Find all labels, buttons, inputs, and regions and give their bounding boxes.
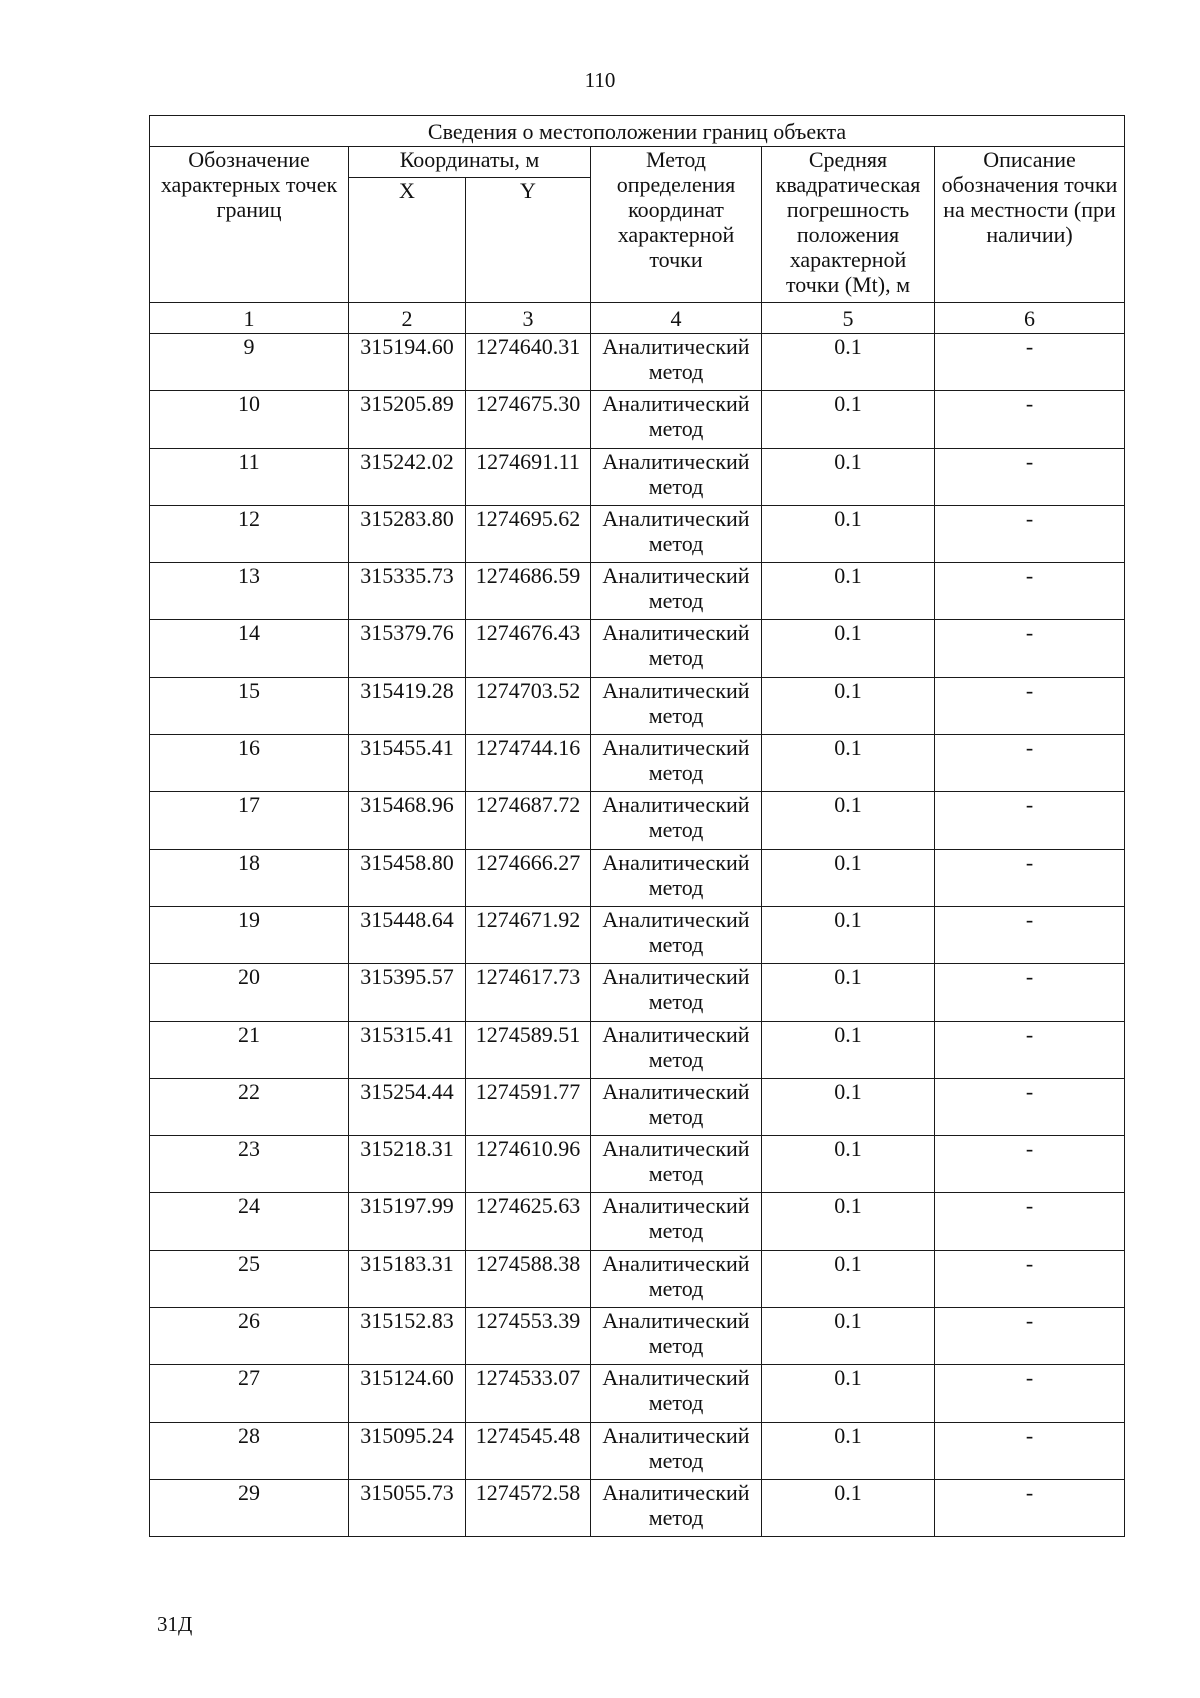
point-cell: 17 [150,792,349,849]
description-cell: - [935,334,1125,391]
x-cell: 315455.41 [349,735,466,792]
method-cell: Аналитический метод [591,964,762,1021]
x-cell: 315152.83 [349,1308,466,1365]
boundary-coordinates-table [149,115,1125,1537]
description-cell: - [935,448,1125,505]
x-cell: 315395.57 [349,964,466,1021]
y-cell: 1274553.39 [466,1308,591,1365]
table-row [150,1422,1125,1479]
description-cell: - [935,1250,1125,1307]
method-cell: Аналитический метод [591,1365,762,1422]
table-row [150,1136,1125,1193]
y-cell: 1274589.51 [466,1021,591,1078]
column-number: 3 [466,303,591,334]
header-description: Описание обозначения точки на местности (при наличии) [935,147,1125,303]
method-cell: Аналитический метод [591,906,762,963]
y-cell: 1274695.62 [466,505,591,562]
column-number: 6 [935,303,1125,334]
x-cell: 315283.80 [349,505,466,562]
error-cell: 0.1 [762,505,935,562]
description-cell: - [935,735,1125,792]
error-cell: 0.1 [762,1422,935,1479]
point-cell: 28 [150,1422,349,1479]
point-cell: 11 [150,448,349,505]
description-cell: - [935,620,1125,677]
x-cell: 315419.28 [349,677,466,734]
method-cell: Аналитический метод [591,391,762,448]
error-cell: 0.1 [762,1250,935,1307]
description-cell: - [935,849,1125,906]
point-cell: 14 [150,620,349,677]
method-cell: Аналитический метод [591,448,762,505]
table-row [150,334,1125,391]
description-cell: - [935,563,1125,620]
table-row [150,1365,1125,1422]
description-cell: - [935,1479,1125,1536]
y-cell: 1274675.30 [466,391,591,448]
table-row [150,1193,1125,1250]
method-cell: Аналитический метод [591,735,762,792]
description-cell: - [935,1193,1125,1250]
table-row [150,505,1125,562]
x-cell: 315379.76 [349,620,466,677]
x-cell: 315335.73 [349,563,466,620]
x-cell: 315124.60 [349,1365,466,1422]
error-cell: 0.1 [762,1136,935,1193]
error-cell: 0.1 [762,677,935,734]
y-cell: 1274625.63 [466,1193,591,1250]
method-cell: Аналитический метод [591,1479,762,1536]
error-cell: 0.1 [762,334,935,391]
table-row [150,1250,1125,1307]
table-row [150,1078,1125,1135]
method-cell: Аналитический метод [591,620,762,677]
point-cell: 13 [150,563,349,620]
error-cell: 0.1 [762,735,935,792]
y-cell: 1274545.48 [466,1422,591,1479]
table-title: Сведения о местоположении границ объекта [150,116,1125,147]
point-cell: 15 [150,677,349,734]
error-cell: 0.1 [762,906,935,963]
description-cell: - [935,677,1125,734]
x-cell: 315448.64 [349,906,466,963]
column-number: 2 [349,303,466,334]
table-row [150,1479,1125,1536]
method-cell: Аналитический метод [591,1308,762,1365]
description-cell: - [935,1308,1125,1365]
method-cell: Аналитический метод [591,792,762,849]
method-cell: Аналитический метод [591,334,762,391]
error-cell: 0.1 [762,1193,935,1250]
description-cell: - [935,792,1125,849]
y-cell: 1274671.92 [466,906,591,963]
description-cell: - [935,906,1125,963]
point-cell: 27 [150,1365,349,1422]
error-cell: 0.1 [762,1021,935,1078]
column-number: 4 [591,303,762,334]
method-cell: Аналитический метод [591,677,762,734]
x-cell: 315194.60 [349,334,466,391]
method-cell: Аналитический метод [591,1193,762,1250]
error-cell: 0.1 [762,1365,935,1422]
point-cell: 18 [150,849,349,906]
error-cell: 0.1 [762,448,935,505]
error-cell: 0.1 [762,1479,935,1536]
description-cell: - [935,1136,1125,1193]
error-cell: 0.1 [762,849,935,906]
y-cell: 1274591.77 [466,1078,591,1135]
page-number: 110 [584,68,616,92]
error-cell: 0.1 [762,1308,935,1365]
table-row [150,964,1125,1021]
table-row [150,391,1125,448]
point-cell: 16 [150,735,349,792]
description-cell: - [935,1021,1125,1078]
table-row [150,792,1125,849]
header-error: Средняя квадратическая погрешность положения характерной точки (Mt), м [762,147,935,303]
document-code: 31Д [157,1612,193,1636]
y-cell: 1274744.16 [466,735,591,792]
table-row [150,1021,1125,1078]
point-cell: 25 [150,1250,349,1307]
error-cell: 0.1 [762,391,935,448]
table-row [150,735,1125,792]
description-cell: - [935,964,1125,1021]
error-cell: 0.1 [762,620,935,677]
x-cell: 315254.44 [349,1078,466,1135]
point-cell: 26 [150,1308,349,1365]
x-cell: 315183.31 [349,1250,466,1307]
error-cell: 0.1 [762,1078,935,1135]
point-cell: 21 [150,1021,349,1078]
description-cell: - [935,1078,1125,1135]
description-cell: - [935,1422,1125,1479]
y-cell: 1274640.31 [466,334,591,391]
method-cell: Аналитический метод [591,505,762,562]
x-cell: 315218.31 [349,1136,466,1193]
error-cell: 0.1 [762,792,935,849]
point-cell: 12 [150,505,349,562]
point-cell: 19 [150,906,349,963]
y-cell: 1274691.11 [466,448,591,505]
y-cell: 1274703.52 [466,677,591,734]
y-cell: 1274686.59 [466,563,591,620]
table-row [150,620,1125,677]
method-cell: Аналитический метод [591,849,762,906]
method-cell: Аналитический метод [591,1422,762,1479]
x-cell: 315095.24 [349,1422,466,1479]
x-cell: 315468.96 [349,792,466,849]
header-coordinates: Координаты, м [349,147,591,178]
table-row [150,1308,1125,1365]
header-x: X [349,178,466,303]
method-cell: Аналитический метод [591,1136,762,1193]
description-cell: - [935,505,1125,562]
method-cell: Аналитический метод [591,1250,762,1307]
y-cell: 1274610.96 [466,1136,591,1193]
error-cell: 0.1 [762,964,935,1021]
point-cell: 23 [150,1136,349,1193]
y-cell: 1274676.43 [466,620,591,677]
table-row [150,563,1125,620]
description-cell: - [935,391,1125,448]
point-cell: 9 [150,334,349,391]
x-cell: 315055.73 [349,1479,466,1536]
method-cell: Аналитический метод [591,1021,762,1078]
x-cell: 315205.89 [349,391,466,448]
column-number: 1 [150,303,349,334]
error-cell: 0.1 [762,563,935,620]
y-cell: 1274687.72 [466,792,591,849]
header-method: Метод определения координат характерной точки [591,147,762,303]
table-row [150,448,1125,505]
column-number: 5 [762,303,935,334]
method-cell: Аналитический метод [591,563,762,620]
table-body [150,334,1125,1537]
y-cell: 1274533.07 [466,1365,591,1422]
y-cell: 1274572.58 [466,1479,591,1536]
x-cell: 315197.99 [349,1193,466,1250]
x-cell: 315315.41 [349,1021,466,1078]
y-cell: 1274617.73 [466,964,591,1021]
x-cell: 315458.80 [349,849,466,906]
table-row [150,906,1125,963]
point-cell: 24 [150,1193,349,1250]
x-cell: 315242.02 [349,448,466,505]
header-y: Y [466,178,591,303]
header-point: Обозначение характерных точек границ [150,147,349,303]
table-row [150,849,1125,906]
point-cell: 29 [150,1479,349,1536]
y-cell: 1274588.38 [466,1250,591,1307]
method-cell: Аналитический метод [591,1078,762,1135]
y-cell: 1274666.27 [466,849,591,906]
table-row [150,677,1125,734]
point-cell: 22 [150,1078,349,1135]
point-cell: 20 [150,964,349,1021]
description-cell: - [935,1365,1125,1422]
point-cell: 10 [150,391,349,448]
